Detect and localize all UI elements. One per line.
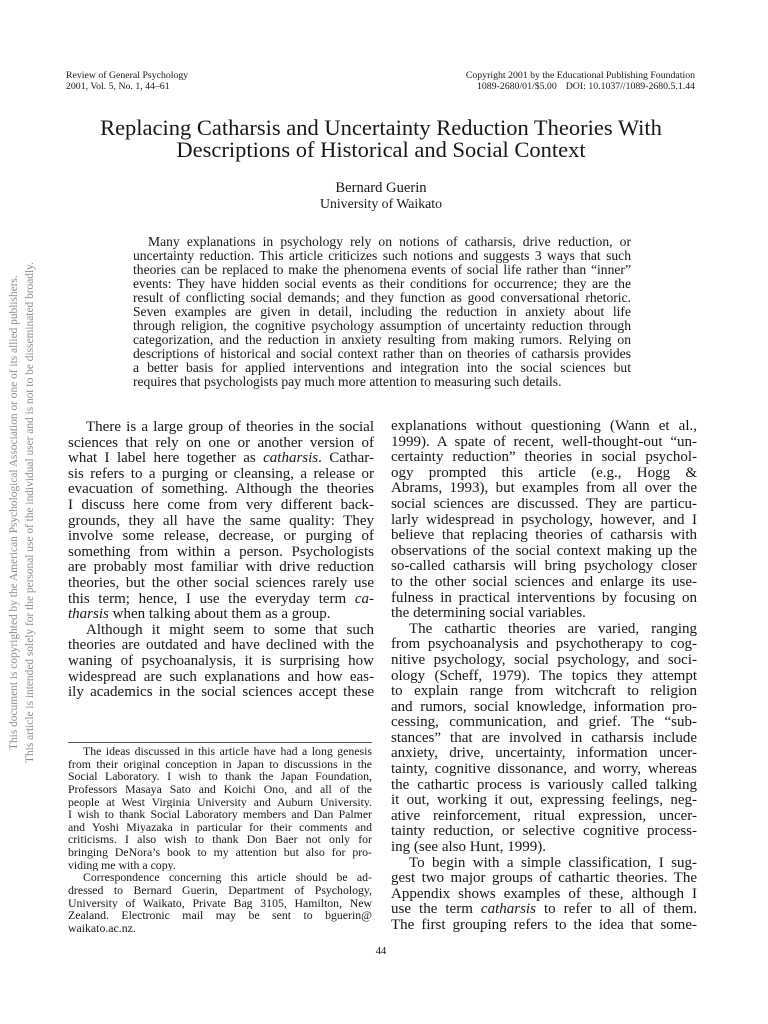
text-line: involve some release, decrease, or purging of — [68, 529, 374, 545]
text-line: University of Waikato, Private Bag 3105, Hamilton, New — [68, 896, 372, 910]
text-line — [391, 902, 697, 918]
text-line: ogy prompted this article (e.g., Hogg & — [391, 465, 697, 481]
italic-term: catharsis — [263, 451, 319, 467]
text-line: uncertainty reduction. This article criticizes such notions and suggests 3 ways that such — [133, 249, 631, 263]
text-line — [68, 607, 374, 623]
author-name: Bernard Guerin — [335, 180, 427, 196]
text-line: Many explanations in psychology rely on notions of catharsis, drive reduction, or — [148, 235, 631, 249]
copyright-side-notice: This document is copyrighted by the American Psychological Association or one of its allied publishers. — [8, 275, 20, 750]
text-line: descriptions of historical and social context rather than on theories of catharsis provides — [133, 347, 631, 361]
text-line: from their original conception in Japan to discussions in the — [68, 757, 372, 771]
text-line: certainty reduction” theories in social psychol- — [391, 450, 697, 466]
text-line: are probably most familiar with drive reduction — [68, 560, 374, 576]
text-run: use the term — [391, 902, 481, 918]
issn-price: 1089-2680/01/$5.00 — [477, 81, 557, 92]
text-line: believe that replacing theories of catharsis with — [391, 528, 697, 544]
text-line: Seven examples are given in detail, including the reduction in anxiety about life — [133, 305, 631, 319]
text-line: larly widespread in psychology, however, and I — [391, 512, 697, 528]
text-line: gest two major groups of cathartic theories. The — [391, 871, 697, 887]
text-line: from psychoanalysis and psychotherapy to cog- — [391, 637, 697, 653]
paragraph — [68, 420, 374, 623]
volume-info: 2001, Vol. 5, No. 1, 44–61 — [66, 81, 170, 92]
text-line: theories are outdated and have declined with the — [68, 638, 374, 654]
title-line: Replacing Catharsis and Uncertainty Reduction Theories With — [100, 115, 662, 140]
text-line: waning of psychoanalysis, it is surprising how — [68, 653, 374, 669]
text-line: To begin with a simple classification, I sug- — [409, 855, 697, 871]
usage-side-notice: This article is intended solely for the personal use of the individual user and is not to be disseminated broadly. — [24, 262, 36, 763]
text-line: observations of the social context making up the — [391, 543, 697, 559]
text-line: through religion, the cognitive psychology assumption of uncertainty reduction through — [133, 319, 631, 333]
text-line: There is a large group of theories in the social — [86, 420, 374, 435]
text-line: widespread are such explanations and how eas- — [68, 669, 374, 685]
text-line: I discuss here come from very different back- — [68, 497, 374, 513]
author-note — [68, 745, 372, 934]
text-line: fulness in practical interventions by focusing on — [391, 590, 697, 606]
text-line: requires that psychologists pay much more attention to measuring such details. — [133, 375, 562, 389]
paragraph — [68, 745, 372, 871]
text-line: The ideas discussed in this article have had a long genesis — [83, 745, 372, 758]
right-column — [391, 419, 697, 934]
paragraph — [133, 235, 631, 389]
text-line: Professors Masaya Sato and Koichi Ono, and all of the — [68, 782, 372, 796]
text-line: to explain range from witchcraft to religion — [391, 684, 697, 700]
text-line: something from within a person. Psychologists — [68, 544, 374, 560]
text-line — [68, 451, 374, 467]
text-line: The first grouping refers to the idea that some- — [391, 918, 697, 933]
text-line: so-called catharsis will bring psychology closer — [391, 559, 697, 575]
text-run: . Cathar- — [318, 451, 374, 467]
paragraph — [391, 419, 697, 622]
text-line: The cathartic theories are varied, ranging — [409, 621, 697, 637]
copyright-notice: Copyright 2001 by the Educational Publishing Foundation — [465, 70, 695, 81]
text-line: anxiety, drive, uncertainty, information uncer- — [391, 746, 697, 762]
text-line: result of conflicting social demands; and they function as good conversational rhetoric. — [133, 291, 631, 305]
copyright-block — [455, 70, 695, 92]
text-line: Appendix shows examples of these, although I — [391, 886, 697, 902]
journal-citation — [66, 70, 286, 92]
text-line: people at West Virginia University and Auburn University. — [68, 795, 372, 809]
text-line: Zealand. Electronic mail may be sent to bguerin@ — [68, 909, 372, 922]
text-line: I wish to thank Social Laboratory members and Dan Palmer — [68, 808, 372, 821]
journal-name: Review of General Psychology — [66, 70, 189, 81]
text-line: cessing, communication, and grief. The “sub- — [391, 715, 697, 731]
paragraph — [68, 871, 372, 934]
issn-doi-line — [455, 81, 695, 92]
text-line: waikato.ac.nz. — [68, 921, 136, 935]
doi: DOI: 10.1037//1089-2680.5.1.44 — [565, 81, 695, 92]
text-line: Although it might seem to some that such — [86, 622, 374, 638]
text-line: viding me with a copy. — [68, 858, 176, 872]
text-line: events: They have hidden social events as their conditions for occurrence; they are the — [133, 277, 631, 291]
text-run: to refer to all of them. — [535, 902, 697, 918]
text-line: to the other social sciences and enlarge its use- — [391, 574, 697, 590]
text-line: the determining social variables. — [391, 606, 586, 622]
text-line: and rumors, social knowledge, information pro- — [391, 699, 697, 715]
page-number: 44 — [375, 946, 387, 957]
text-line: bringing DeNora’s book to my attention but also for pro- — [68, 846, 372, 859]
text-line: Correspondence concerning this article should be ad- — [83, 871, 372, 884]
text-line: nitive psychology, social psychology, and soci- — [391, 652, 697, 668]
abstract — [133, 235, 631, 389]
text-line: tainty reduction, or selective cognitive process- — [391, 824, 697, 840]
text-line: ology (Scheff, 1979). The topics they attempt — [391, 668, 697, 684]
italic-term: catharsis — [480, 902, 536, 918]
paragraph — [391, 856, 697, 934]
text-line: categorization, and the reduction in anxiety resulting from making rumors. Relying on — [133, 333, 631, 347]
text-line: the cathartic process is variously called talking — [391, 777, 697, 793]
text-line: it out, working it out, expressing feelings, neg- — [391, 793, 697, 809]
text-line: 1999). A spate of recent, well-thought-out “un- — [391, 434, 697, 450]
text-line: a better basis for applied interventions and integration into the social sciences but — [133, 361, 631, 375]
title-line: Descriptions of Historical and Social Context — [176, 137, 586, 162]
text-line: stances” that are involved in catharsis include — [391, 730, 697, 746]
footnote-divider — [68, 742, 372, 743]
text-line: theories, but the other social sciences rarely use — [68, 575, 374, 591]
left-column — [68, 420, 374, 701]
text-line: ing (see also Hunt, 1999). — [391, 840, 546, 856]
italic-term: ca- — [354, 591, 374, 607]
text-line — [68, 592, 374, 608]
text-line: grounds, they all have the same quality: They — [68, 513, 374, 529]
text-line: sciences that rely on one or another version of — [68, 435, 374, 451]
text-line: and Yoshi Miyazaka in particular for their comments and — [68, 820, 372, 834]
text-line: Social Laboratory. I wish to thank the Japan Foundation, — [68, 770, 372, 783]
text-line: ative reinforcement, ritual expression, uncer- — [391, 808, 697, 824]
text-line: dressed to Bernard Guerin, Department of Psychology, — [68, 883, 372, 897]
text-line: social sciences are discussed. They are particu- — [391, 496, 697, 512]
text-line: ily academics in the social sciences accept these — [68, 685, 374, 701]
author-affiliation: University of Waikato — [319, 196, 443, 211]
paragraph — [68, 623, 374, 701]
italic-term: tharsis — [68, 607, 109, 623]
text-line: criticisms. I also wish to thank Don Baer not only for — [68, 833, 372, 846]
text-run: what I label here together as — [68, 451, 264, 467]
text-line: evacuation of something. Although the theories — [68, 482, 374, 498]
text-line: sis refers to a purging or cleansing, a release or — [68, 466, 374, 482]
article-title — [40, 117, 722, 161]
text-line: Abrams, 1993), but examples from all over the — [391, 481, 697, 497]
text-line: theories can be replaced to make the phenomena events of social life rather than “inner” — [133, 263, 631, 277]
text-line: tainty, cognitive dissonance, and worry, whereas — [391, 762, 697, 778]
paragraph — [391, 622, 697, 856]
text-line: explanations without questioning (Wann et al., — [391, 419, 697, 434]
text-run: when talking about them as a group. — [108, 607, 331, 623]
text-run: this term; hence, I use the everyday term — [68, 591, 355, 607]
